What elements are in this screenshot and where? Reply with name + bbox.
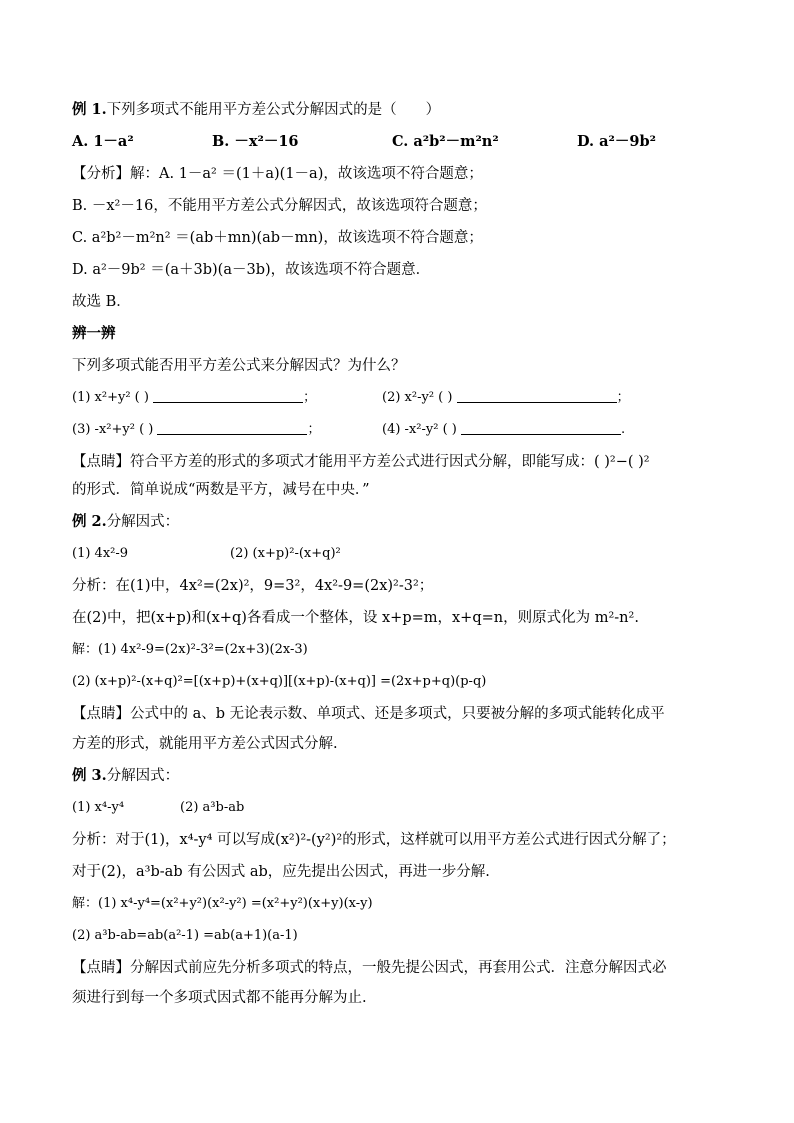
- analysis-line-1: 【分析】解：A. 1－a² ＝(1＋a)(1－a)，故该选项不符合题意；: [72, 166, 483, 182]
- example-2-solution-2: (2) (x+p)²-(x+q)²=[(x+p)+(x+q)][(x+p)-(x+q)] =(2x+p+q)(p-q): [72, 674, 487, 689]
- example-3-item-1: (1) x⁴-y⁴: [72, 800, 125, 815]
- bianyibian-item-1: (1) x²+y² ( ) ；: [72, 390, 317, 405]
- example-1-title: 例 1.: [72, 101, 107, 118]
- answer-blank-4[interactable]: [461, 420, 621, 435]
- bianyibian-row-2: [72, 420, 722, 440]
- option-d: D. a²－9b²: [577, 133, 656, 150]
- example-2-solution-1: 解：(1) 4x²-9=(2x)²-3²=(2x+3)(2x-3): [72, 642, 308, 657]
- option-a: A. 1－a²: [72, 133, 134, 150]
- tip-1-line-1: 【点睛】符合平方差的形式的多项式才能用平方差公式进行因式分解，即能写成：( )²−( )²: [72, 454, 650, 470]
- bianyibian-question: 下列多项式能否用平方差公式来分解因式？为什么？: [72, 358, 406, 374]
- bianyibian-item-3: (3) -x²+y² ( ) ；: [72, 422, 321, 437]
- option-b: B. －x²－16: [212, 133, 299, 150]
- tip-2-line-1: 【点睛】公式中的 a、b 无论表示数、单项式、还是多项式，只要被分解的多项式能转化成平: [72, 706, 665, 722]
- bianyibian-item-2: (2) x²-y² ( ) ；: [382, 390, 630, 405]
- answer-blank-3[interactable]: [157, 420, 307, 435]
- example-2-question: 分解因式：: [106, 514, 180, 530]
- example-3-item-2: (2) a³b-ab: [180, 800, 245, 815]
- analysis-line-5: 故选 B．: [72, 294, 131, 310]
- tip-2-line-2: 方差的形式，就能用平方差公式因式分解.: [72, 736, 338, 752]
- example-3-items: [72, 798, 722, 818]
- option-c: C. a²b²－m²n²: [392, 133, 499, 150]
- analysis-line-3: C. a²b²－m²n² ＝(ab＋mn)(ab－mn)，故该选项不符合题意；: [72, 230, 483, 246]
- analysis-line-2: B. －x²－16，不能用平方差公式分解因式，故该选项符合题意；: [72, 198, 487, 214]
- bianyibian-item-4: (4) -x²-y² ( ) .: [382, 422, 626, 437]
- example-2-items: [72, 544, 722, 564]
- analysis-line-4: D. a²－9b² ＝(a＋3b)(a－3b)，故该选项不符合题意．: [72, 262, 431, 278]
- example-3-title: 例 3.: [72, 767, 107, 784]
- example-2-analysis-1: 分析：在(1)中，4x²=(2x)²，9=3²，4x²-9=(2x)²-3²；: [72, 578, 434, 594]
- bianyibian-row-1: [72, 388, 722, 408]
- tip-3-line-2: 须进行到每一个多项式因式都不能再分解为止.: [72, 990, 367, 1006]
- bianyibian-title: 辨一辨: [72, 325, 116, 342]
- example-3-heading: [72, 766, 179, 786]
- example-1-question: 下列多项式不能用平方差公式分解因式的是（ ）: [106, 102, 441, 118]
- example-2-item-1: (1) 4x²-9: [72, 546, 129, 561]
- example-2-item-2: (2) (x+p)²-(x+q)²: [230, 546, 341, 561]
- tip-1-line-2: 的形式．简单说成“两数是平方，减号在中央．”: [72, 482, 370, 498]
- example-3-analysis-2: 对于(2)，a³b-ab 有公因式 ab，应先提出公因式，再进一步分解.: [72, 864, 490, 880]
- example-2-analysis-2: 在(2)中，把(x+p)和(x+q)各看成一个整体，设 x+p=m，x+q=n，则原式化为 m²-n².: [72, 610, 639, 626]
- example-3-solution-2: (2) a³b-ab=ab(a²-1) =ab(a+1)(a-1): [72, 928, 298, 943]
- example-2-heading: [72, 512, 179, 532]
- answer-blank-1[interactable]: [153, 388, 303, 403]
- example-2-title: 例 2.: [72, 513, 107, 530]
- answer-blank-2[interactable]: [457, 388, 617, 403]
- example-1-heading: [72, 100, 440, 120]
- example-3-solution-1: 解：(1) x⁴-y⁴=(x²+y²)(x²-y²) =(x²+y²)(x+y)(x-y): [72, 896, 373, 911]
- example-3-analysis-1: 分析：对于(1)，x⁴-y⁴ 可以写成(x²)²-(y²)²的形式，这样就可以用平方差公式进行因式分解了；: [72, 832, 676, 848]
- tip-3-line-1: 【点睛】分解因式前应先分析多项式的特点，一般先提公因式，再套用公式．注意分解因式必: [72, 960, 667, 976]
- example-1-options: [72, 132, 722, 152]
- example-3-question: 分解因式：: [106, 768, 180, 784]
